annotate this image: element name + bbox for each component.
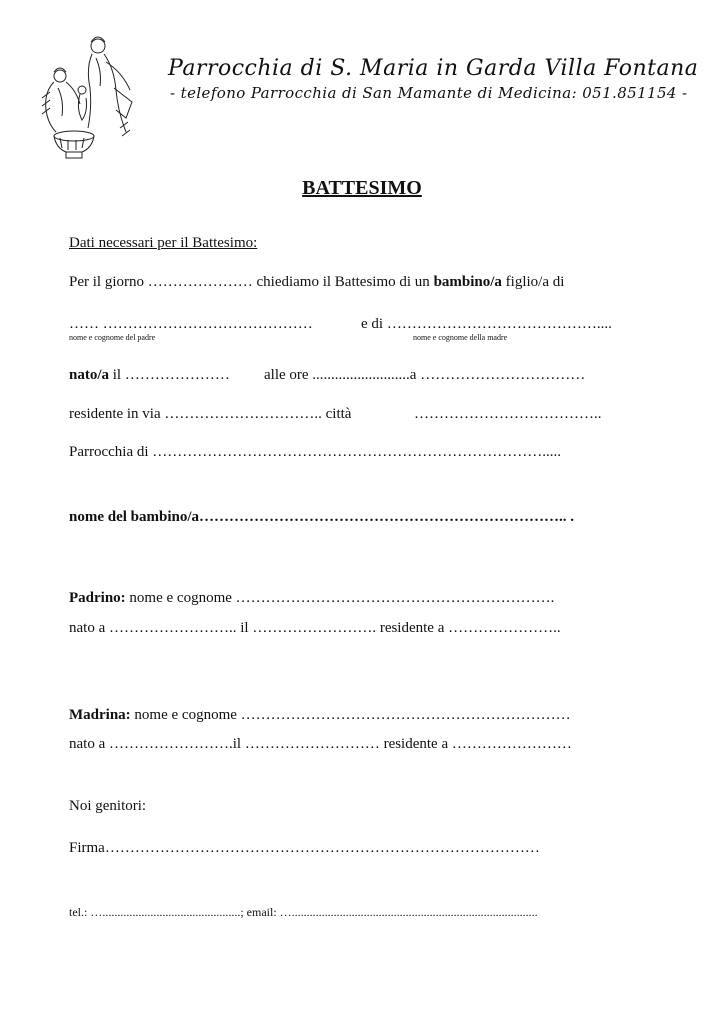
father-field[interactable]: …… …………………………………… [69, 316, 313, 332]
padrino-label: Padrino: [69, 590, 126, 606]
address-field[interactable]: residente in via ………………………….. città [69, 406, 352, 422]
parish-field[interactable]: Parrocchia di ……………………………………………………………………..... [69, 444, 562, 460]
signature-field[interactable]: Firma…………………………………………………………………………… [69, 840, 540, 856]
request-line[interactable] [69, 274, 564, 291]
birth-time-place-field[interactable]: alle ore ..........................a …………………………… [264, 367, 586, 383]
birth-date-text: il ………………… [109, 367, 230, 383]
parish-phone: - telefono Parrocchia di San Mamante di Medicina: 051.851154 - [170, 84, 688, 102]
padrino-name-field[interactable] [69, 590, 554, 607]
intro-text: Dati necessari per il Battesimo: [69, 235, 258, 251]
request-line-text-b: figlio/a di [501, 274, 565, 290]
birth-label: nato/a [69, 367, 110, 383]
mother-field[interactable]: e di …………………………………….... [361, 316, 612, 332]
child-name-field[interactable]: nome del bambino/a……………………………………………………………….. . [69, 509, 575, 525]
baptism-illustration [36, 28, 134, 160]
parish-name: Parrocchia di S. Maria in Garda Villa Fontana [168, 56, 699, 81]
genitori-label: Noi genitori: [69, 798, 147, 814]
padrino-name-text: nome e cognome ………………………………………………………. [125, 590, 555, 606]
request-line-bold: bambino/a [433, 274, 502, 290]
madrina-details-field[interactable]: nato a …………………….il ……………………… residente a …………………… [69, 736, 572, 752]
city-field[interactable]: ……………………………….. [414, 406, 602, 422]
birth-date-field[interactable] [69, 367, 230, 384]
padrino-details-field[interactable]: nato a …………………….. il ……………………. residente a ………………….. [69, 620, 561, 636]
page-title: BATTESIMO [302, 177, 422, 199]
madrina-label: Madrina: [69, 707, 131, 723]
request-line-text-a: Per il giorno ………………… chiediamo il Battesimo di un [69, 274, 434, 290]
mother-caption: nome e cognome della madre [413, 333, 508, 342]
madrina-name-field[interactable] [69, 707, 571, 724]
contact-field[interactable]: tel.: …..............................................; email: ….................................................................................. [69, 905, 538, 919]
father-caption: nome e cognome del padre [69, 333, 156, 342]
madrina-name-text: nome e cognome ………………………………………………………… [130, 707, 571, 723]
